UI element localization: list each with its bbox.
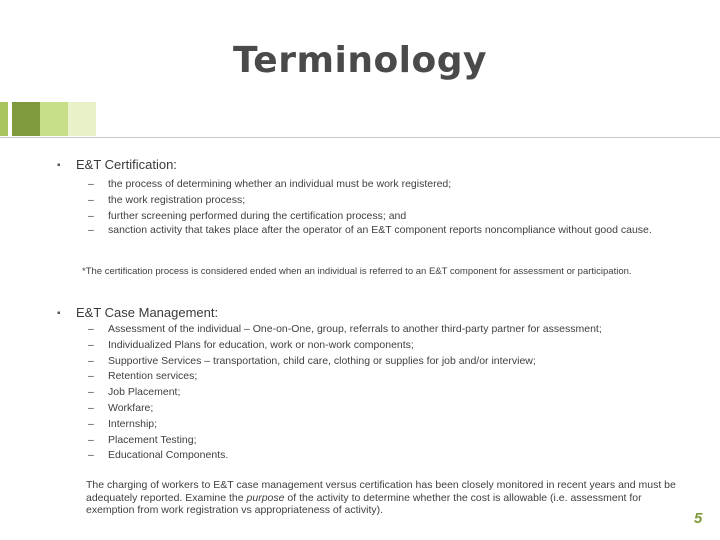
dash-marker: –	[88, 193, 94, 206]
dash-marker: –	[88, 417, 94, 430]
accent-square	[40, 102, 68, 136]
dash-marker: –	[88, 323, 94, 335]
dash-marker: –	[88, 449, 94, 462]
dash-marker: –	[88, 178, 94, 190]
list-item-text: sanction activity that takes place after the operator of an E&T component reports noncompliance without good cause.	[108, 224, 652, 237]
closing-emphasis: purpose	[246, 491, 285, 504]
list-item-text: Individualized Plans for education, work or non-work components;	[108, 338, 414, 351]
bullet-icon: ▪	[57, 160, 61, 171]
closing-text: of the activity to determine whether the cost is allowable (i.e. assessment for exemption from work registration vs appropriateness of activity).	[86, 491, 642, 516]
list-item-text: Supportive Services – transportation, child care, clothing or supplies for job and/or interview;	[108, 354, 536, 367]
certification-list	[88, 177, 688, 236]
list-item-text: Retention services;	[108, 370, 198, 383]
list-item	[88, 354, 688, 370]
list-item	[88, 193, 688, 209]
closing-text: The charging of workers to E&T case management versus certification has been closely monitored in recent years and must be adequately reported. Examine the	[86, 479, 676, 504]
dash-marker: –	[88, 209, 94, 222]
page-number: 5	[694, 510, 703, 527]
list-item	[88, 322, 688, 338]
list-item	[88, 385, 688, 401]
list-item-text: Internship;	[108, 417, 158, 430]
accent-square	[68, 102, 96, 136]
divider-line	[0, 137, 720, 138]
dash-marker: –	[88, 370, 94, 383]
list-item	[88, 401, 688, 417]
dash-marker: –	[88, 354, 94, 367]
list-item-text: Assessment of the individual – One-on-One, group, referrals to another third-party partner for assessment;	[108, 323, 602, 335]
dash-marker: –	[88, 386, 94, 399]
list-item	[88, 224, 688, 236]
list-item-text: Educational Components.	[108, 449, 229, 462]
closing-paragraph	[86, 479, 686, 517]
list-item-text: Placement Testing;	[108, 433, 197, 446]
dash-marker: –	[88, 433, 94, 446]
list-item-text: the process of determining whether an individual must be work registered;	[108, 178, 452, 190]
section-heading-case-management: E&T Case Management:	[76, 305, 219, 320]
list-item	[88, 448, 688, 464]
dash-marker: –	[88, 401, 94, 414]
case-management-list	[88, 322, 688, 464]
list-item	[88, 417, 688, 433]
list-item	[88, 338, 688, 354]
list-item	[88, 433, 688, 449]
bullet-icon: ▪	[57, 308, 61, 319]
list-item	[88, 369, 688, 385]
list-item-text: the work registration process;	[108, 193, 246, 206]
list-item-text: Workfare;	[108, 401, 154, 414]
list-item-text: Job Placement;	[108, 386, 181, 399]
certification-note: *The certification process is considered ended when an individual is referred to an E&T component for assessment or participation.	[82, 266, 632, 277]
dash-marker: –	[88, 338, 94, 351]
slide-title: Terminology	[233, 40, 487, 81]
section-heading-certification: E&T Certification:	[76, 157, 177, 172]
accent-square	[12, 102, 40, 136]
list-item-text: further screening performed during the certification process; and	[108, 209, 407, 222]
list-item	[88, 209, 688, 225]
accent-square	[0, 102, 8, 136]
list-item	[88, 177, 688, 193]
dash-marker: –	[88, 224, 94, 237]
